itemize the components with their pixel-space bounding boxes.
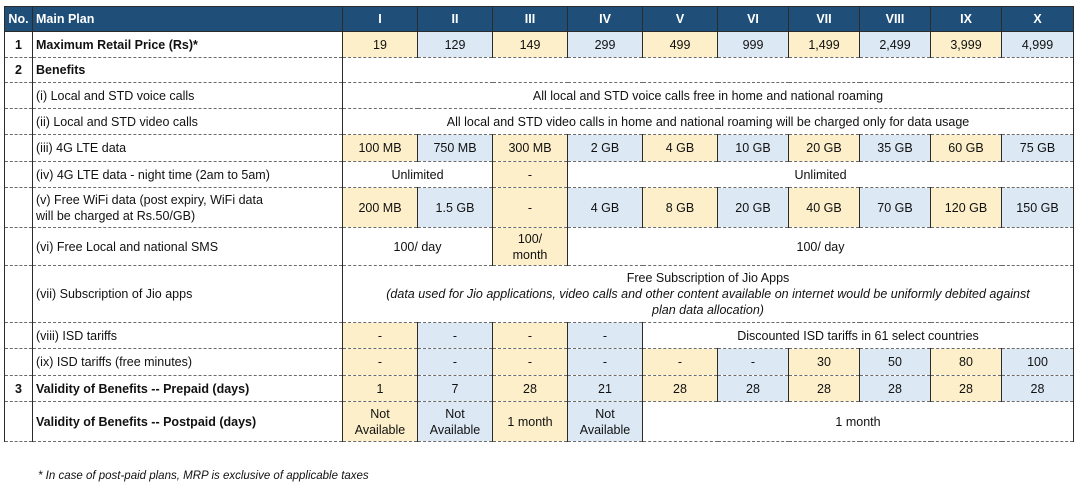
header-plan-vi: VI bbox=[718, 7, 789, 32]
mrp-value: 3,999 bbox=[931, 32, 1002, 58]
isd-value: - bbox=[418, 323, 493, 349]
row-number-empty bbox=[5, 228, 33, 266]
isd-free-value: - bbox=[343, 349, 418, 376]
data4g-value: 20 GB bbox=[789, 135, 860, 162]
video-row bbox=[5, 109, 1074, 135]
wifi-label-line2: will be charged at Rs.50/GB) bbox=[36, 208, 196, 223]
prepaid-value: 28 bbox=[493, 376, 568, 402]
wifi-label-line1: (v) Free WiFi data (post expiry, WiFi data bbox=[36, 192, 263, 207]
apps-row bbox=[5, 266, 1074, 323]
benefits-row bbox=[5, 58, 1074, 83]
header-no: No. bbox=[5, 7, 33, 32]
header-plan-iii: III bbox=[493, 7, 568, 32]
data4g-value: 2 GB bbox=[568, 135, 643, 162]
wifi-row bbox=[5, 188, 1074, 228]
sms-value-line2: month bbox=[512, 247, 548, 262]
data4g-value: 35 GB bbox=[860, 135, 931, 162]
data4g-value: 4 GB bbox=[643, 135, 718, 162]
wifi-value: 40 GB bbox=[789, 188, 860, 228]
postpaid-v1-line1: Not bbox=[370, 406, 390, 421]
prepaid-value: 28 bbox=[643, 376, 718, 402]
row-number-empty bbox=[5, 323, 33, 349]
data4g-row bbox=[5, 135, 1074, 162]
voice-value: All local and STD voice calls free in home and national roaming bbox=[343, 83, 1074, 109]
video-value: All local and STD video calls in home and national roaming will be charged only for data usage bbox=[343, 109, 1074, 135]
mrp-value: 1,499 bbox=[789, 32, 860, 58]
wifi-value: 1.5 GB bbox=[418, 188, 493, 228]
apps-value bbox=[343, 266, 1074, 323]
mrp-value: 4,999 bbox=[1002, 32, 1074, 58]
header-plan-i: I bbox=[343, 7, 418, 32]
row-number-empty bbox=[5, 266, 33, 323]
mrp-label: Maximum Retail Price (Rs)* bbox=[33, 32, 343, 58]
apps-label: (vii) Subscription of Jio apps bbox=[33, 266, 343, 323]
postpaid-value bbox=[568, 402, 643, 442]
postpaid-value bbox=[343, 402, 418, 442]
sms-value: 100/ day bbox=[343, 228, 493, 266]
isd-span-value: Discounted ISD tariffs in 61 select countries bbox=[643, 323, 1074, 349]
mrp-value: 299 bbox=[568, 32, 643, 58]
prepaid-row bbox=[5, 376, 1074, 402]
mrp-value: 2,499 bbox=[860, 32, 931, 58]
header-plan-ii: II bbox=[418, 7, 493, 32]
wifi-value: 4 GB bbox=[568, 188, 643, 228]
header-plan-v: V bbox=[643, 7, 718, 32]
sms-row bbox=[5, 228, 1074, 266]
row-number-empty bbox=[5, 188, 33, 228]
plan-table bbox=[4, 6, 1074, 442]
night-label: (iv) 4G LTE data - night time (2am to 5am) bbox=[33, 162, 343, 188]
data4g-value: 10 GB bbox=[718, 135, 789, 162]
postpaid-v2-line2: Available bbox=[429, 422, 481, 437]
prepaid-value: 21 bbox=[568, 376, 643, 402]
header-plan-viii: VIII bbox=[860, 7, 931, 32]
postpaid-span-value: 1 month bbox=[643, 402, 1074, 442]
mrp-value: 129 bbox=[418, 32, 493, 58]
benefits-label: Benefits bbox=[33, 58, 343, 83]
row-number-empty bbox=[5, 162, 33, 188]
isd-free-value: 80 bbox=[931, 349, 1002, 376]
postpaid-v2-line1: Not bbox=[445, 406, 465, 421]
isd-label: (viii) ISD tariffs bbox=[33, 323, 343, 349]
data4g-value: 60 GB bbox=[931, 135, 1002, 162]
isd-free-value: 50 bbox=[860, 349, 931, 376]
data4g-value: 300 MB bbox=[493, 135, 568, 162]
wifi-value: - bbox=[493, 188, 568, 228]
night-value: - bbox=[493, 162, 568, 188]
isd-value: - bbox=[568, 323, 643, 349]
video-label: (ii) Local and STD video calls bbox=[33, 109, 343, 135]
row-number-empty bbox=[5, 349, 33, 376]
isd-value: - bbox=[343, 323, 418, 349]
row-number-empty bbox=[5, 135, 33, 162]
isd-value: - bbox=[493, 323, 568, 349]
isd-free-value: 100 bbox=[1002, 349, 1074, 376]
row-number-empty bbox=[5, 402, 33, 442]
wifi-label bbox=[33, 188, 343, 228]
isd-free-value: - bbox=[493, 349, 568, 376]
header-plan-x: X bbox=[1002, 7, 1074, 32]
postpaid-value bbox=[418, 402, 493, 442]
mrp-value: 499 bbox=[643, 32, 718, 58]
night-value: Unlimited bbox=[568, 162, 1074, 188]
prepaid-value: 28 bbox=[718, 376, 789, 402]
mrp-value: 19 bbox=[343, 32, 418, 58]
isd-free-value: 30 bbox=[789, 349, 860, 376]
header-plan-vii: VII bbox=[789, 7, 860, 32]
postpaid-label: Validity of Benefits -- Postpaid (days) bbox=[33, 402, 343, 442]
wifi-value: 20 GB bbox=[718, 188, 789, 228]
row-number: 2 bbox=[5, 58, 33, 83]
sms-label: (vi) Free Local and national SMS bbox=[33, 228, 343, 266]
data4g-label: (iii) 4G LTE data bbox=[33, 135, 343, 162]
prepaid-value: 28 bbox=[789, 376, 860, 402]
postpaid-row bbox=[5, 402, 1074, 442]
header-main-plan: Main Plan bbox=[33, 7, 343, 32]
row-number: 3 bbox=[5, 376, 33, 402]
header-row bbox=[5, 7, 1074, 32]
isd-free-value: - bbox=[568, 349, 643, 376]
apps-line3: plan data allocation) bbox=[652, 303, 764, 317]
apps-line1: Free Subscription of Jio Apps bbox=[626, 271, 790, 285]
row-number: 1 bbox=[5, 32, 33, 58]
prepaid-value: 7 bbox=[418, 376, 493, 402]
header-plan-iv: IV bbox=[568, 7, 643, 32]
isd-free-row bbox=[5, 349, 1074, 376]
mrp-row bbox=[5, 32, 1074, 58]
header-plan-ix: IX bbox=[931, 7, 1002, 32]
prepaid-value: 28 bbox=[860, 376, 931, 402]
prepaid-value: 28 bbox=[1002, 376, 1074, 402]
mrp-value: 149 bbox=[493, 32, 568, 58]
apps-line2: (data used for Jio applications, video calls and other content available on internet would be uniformly debited against bbox=[386, 287, 1030, 301]
row-number-empty bbox=[5, 109, 33, 135]
prepaid-label: Validity of Benefits -- Prepaid (days) bbox=[33, 376, 343, 402]
data4g-value: 100 MB bbox=[343, 135, 418, 162]
voice-label: (i) Local and STD voice calls bbox=[33, 83, 343, 109]
night-row bbox=[5, 162, 1074, 188]
postpaid-value: 1 month bbox=[493, 402, 568, 442]
night-value: Unlimited bbox=[343, 162, 493, 188]
wifi-value: 200 MB bbox=[343, 188, 418, 228]
sms-value: 100/ day bbox=[568, 228, 1074, 266]
data4g-value: 75 GB bbox=[1002, 135, 1074, 162]
benefits-empty bbox=[343, 58, 1074, 83]
sms-value bbox=[493, 228, 568, 266]
isd-free-value: - bbox=[643, 349, 718, 376]
footnote: * In case of post-paid plans, MRP is exclusive of applicable taxes bbox=[38, 470, 369, 482]
sms-value-line1: 100/ bbox=[517, 231, 543, 246]
isd-free-value: - bbox=[718, 349, 789, 376]
wifi-value: 8 GB bbox=[643, 188, 718, 228]
isd-free-value: - bbox=[418, 349, 493, 376]
postpaid-v4-line2: Available bbox=[579, 422, 631, 437]
isd-free-label: (ix) ISD tariffs (free minutes) bbox=[33, 349, 343, 376]
wifi-value: 150 GB bbox=[1002, 188, 1074, 228]
postpaid-v4-line1: Not bbox=[595, 406, 615, 421]
isd-row bbox=[5, 323, 1074, 349]
postpaid-v1-line2: Available bbox=[354, 422, 406, 437]
data4g-value: 750 MB bbox=[418, 135, 493, 162]
wifi-value: 70 GB bbox=[860, 188, 931, 228]
prepaid-value: 1 bbox=[343, 376, 418, 402]
row-number-empty bbox=[5, 83, 33, 109]
voice-row bbox=[5, 83, 1074, 109]
mrp-value: 999 bbox=[718, 32, 789, 58]
wifi-value: 120 GB bbox=[931, 188, 1002, 228]
prepaid-value: 28 bbox=[931, 376, 1002, 402]
